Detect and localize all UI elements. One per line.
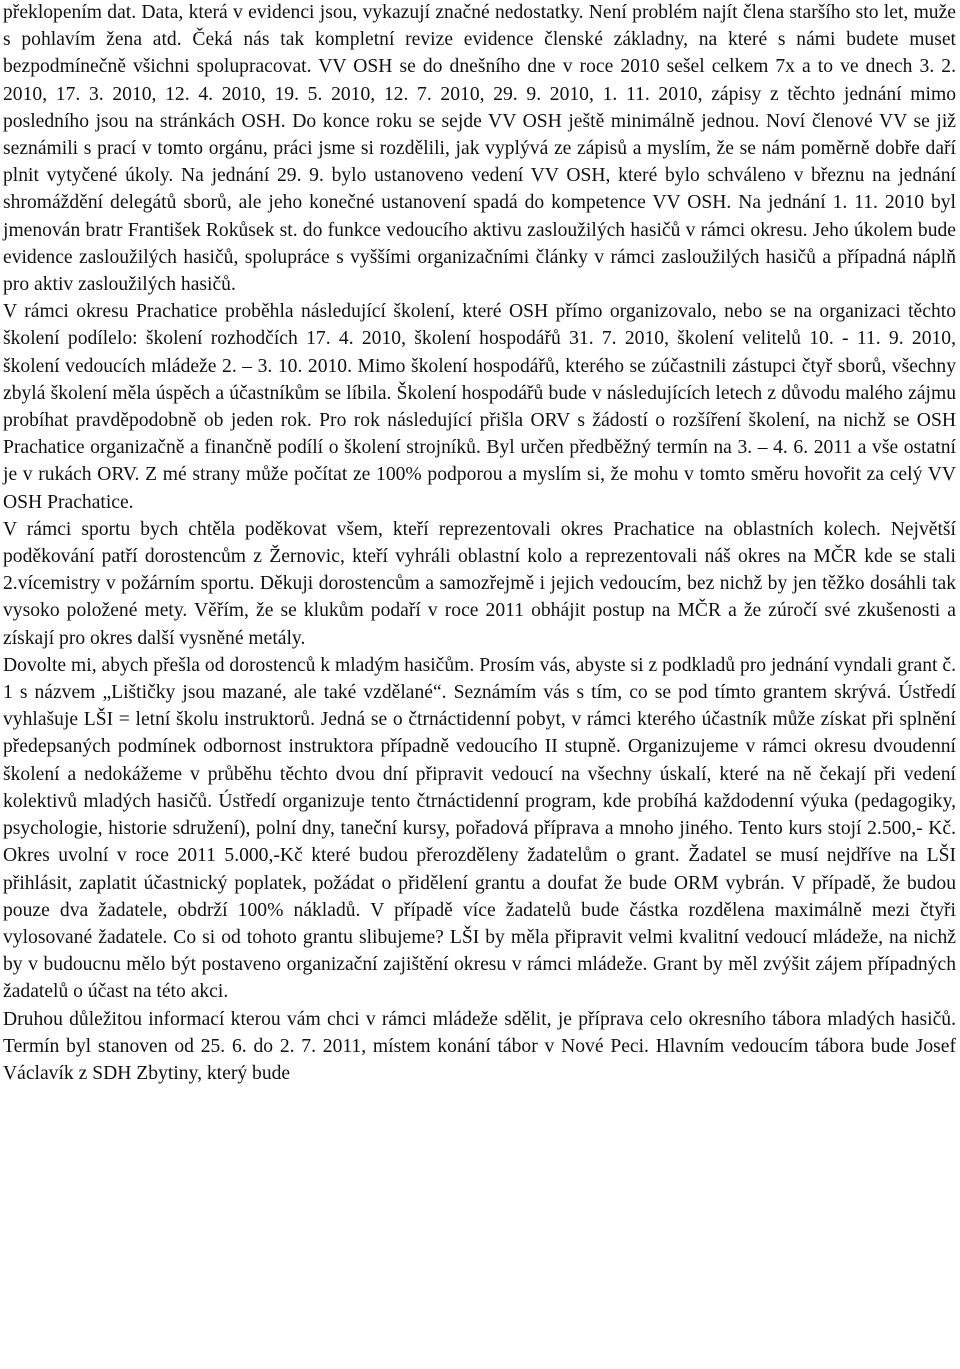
document-page <box>3 0 956 1087</box>
paragraph-3: V rámci sportu bych chtěla poděkovat všem, kteří reprezentovali okres Prachatice na oblastních kolech. Největší poděkování patří dorostencům z Žernovic, kteří vyhráli oblastní kolo a reprezentovali náš okres na MČR kde se stali 2.vícemistry v požárním sportu. Děkuji dorostencům a samozřejmě i jejich vedoucím, bez nichž by jen těžko dosáhli tak vysoko položené mety. Věřím, že se klukům podaří v roce 2011 obhájit postup na MČR a že zúročí své zkušenosti a získají pro okres další vysněné metály. <box>3 518 956 649</box>
paragraph-1: překlopením dat. Data, která v evidenci jsou, vykazují značné nedostatky. Není problém najít člena staršího sto let, muže s pohlavím žena atd. Čeká nás tak kompletní revize evidence členské základny, na které s námi budete muset bezpodmínečně všichni spolupracovat. VV OSH se do dnešního dne v roce 2010 sešel celkem 7x a to ve dnech 3. 2. 2010, 17. 3. 2010, 12. 4. 2010, 19. 5. 2010, 12. 7. 2010, 29. 9. 2010, 1. 11. 2010, zápisy z těchto jednání mimo posledního jsou na stránkách OSH. Do konce roku se sejde VV OSH ještě minimálně jednou. Noví členové VV se již seznámili s prací v tomto orgánu, práci jsme si rozdělili, jak vyplývá ze zápisů a myslím, že se nám poměrně dobře daří plnit vytyčené úkoly. Na jednání 29. 9. bylo ustanoveno vedení VV OSH, které bylo schváleno v březnu na jednání shromáždění delegátů sborů, ale jeho konečné ustanovení spadá do kompetence VV OSH. Na jednání 1. 11. 2010 byl jmenován bratr František Rokůsek st. do funkce vedoucího aktivu zasloužilých hasičů v rámci okresu. Jeho úkolem bude evidence zasloužilých hasičů, spolupráce s vyššími organizačními články v rámci zasloužilých hasičů a případná náplň pro aktiv zasloužilých hasičů. <box>3 2 956 296</box>
paragraph-2: V rámci okresu Prachatice proběhla následující školení, které OSH přímo organizovalo, nebo se na organizaci těchto školení podílelo: školení rozhodčích 17. 4. 2010, školení hospodářů 31. 7. 2010, školení velitelů 10. - 11. 9. 2010, školení vedoucích mládeže 2. – 3. 10. 2010. Mimo školení hospodářů, kterého se zúčastnili zástupci čtyř sborů, všechny zbylá školení měla úspěch a účastníkům se líbila. Školení hospodářů bude v následujících letech z důvodu malého zájmu probíhat pravděpodobně ob jeden rok. Pro rok následující přišla ORV s žádostí o rozšíření školení, na nichž se OSH Prachatice organizačně a finančně podílí o školení strojníků. Byl určen předběžný termín na 3. – 4. 6. 2011 a vše ostatní je v rukách ORV. Z mé strany může počítat ze 100% podporou a myslím si, že mohu v tomto směru hovořit za celý VV OSH Prachatice. <box>3 301 956 513</box>
paragraph-4: Dovolte mi, abych přešla od dorostenců k mladým hasičům. Prosím vás, abyste si z podkladů pro jednání vyndali grant č. 1 s názvem „Lištičky jsou mazané, ale také vzdělané“. Seznámím vás s tím, co se pod tímto grantem skrývá. Ústředí vyhlašuje LŠI = letní školu instruktorů. Jedná se o čtrnáctidenní pobyt, v rámci kterého účastník může získat při splnění předepsaných podmínek odbornost instruktora případně vedoucího II stupně. Organizujeme v rámci okresu dvoudenní školení a nedokážeme v průběhu těchto dvou dní připravit vedoucí na všechny úskalí, které na ně čekají při vedení kolektivů mladých hasičů. Ústředí organizuje tento čtrnáctidenní program, kde probíhá každodenní výuka (pedagogiky, psychologie, historie sdružení), polní dny, taneční kursy, pořadová příprava a mnoho jiného. Tento kurs stojí 2.500,- Kč. Okres uvolní v roce 2011 5.000,-Kč které budou přerozděleny žadatelům o grant. Žadatel se musí nejdříve na LŠI přihlásit, zaplatit účastnický poplatek, požádat o přidělení grantu a doufat že bude ORM vybrán. V případě, že budou pouze dva žadatele, obdrží 100% nákladů. V případě více žadatelů bude částka rozdělena maximálně mezi čtyři vylosované žadatele. Co si od tohoto grantu slibujeme? LŠI by měla připravit velmi kvalitní vedoucí mládeže, na nichž by v budoucnu mělo být postaveno organizační zajištění okresu v rámci mládeže. Grant by měl zvýšit zájem případných žadatelů o účast na této akci. <box>3 654 956 1003</box>
paragraph-5: Druhou důležitou informací kterou vám chci v rámci mládeže sdělit, je příprava celo okresního tábora mladých hasičů. Termín byl stanoven od 25. 6. do 2. 7. 2011, místem konání tábor v Nové Peci. Hlavním vedoucím tábora bude Josef Václavík z SDH Zbytiny, který bude <box>3 1008 956 1084</box>
